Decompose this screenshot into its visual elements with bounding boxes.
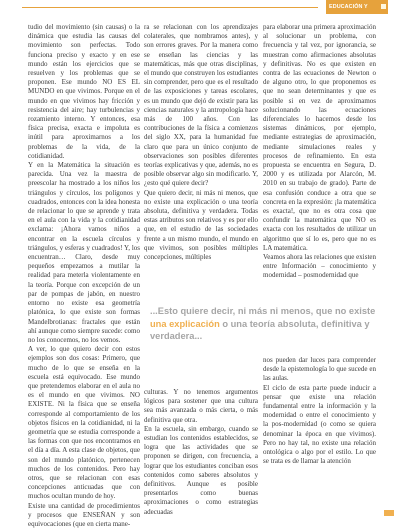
pull-quote-part-1: ...Esto quiere decir, ni más ni menos, que no existe <box>150 306 376 316</box>
pull-quote-part-2: o una teoría absoluta, definitiva y verdadera... <box>150 318 370 342</box>
body-column-3-bottom: nos pueden dar luces para comprender desde la epistemología lo que sucede en las aulas. El ciclo de esta parte puede inducir a pensar que existe una relación fundamental entre la información y la modernidad o entre el conocimiento y la pos-modernidad (o como se quiera denominar la época en que vivimos). Pero no hay tal, no existe una relación ontológica o algo por el estilo. Lo que se trata es de llamar la atención <box>263 356 376 466</box>
pull-quote-highlight: una explicación <box>150 318 220 329</box>
body-column-3-top: para elaborar una primera aproximación al solucionar un problema, con frecuencia y tal vez, por ignorancia, se muestran como afirmaciones absolutas y definitivas. No es que existen en contra de las ecuaciones de Newton o de alguno otro, lo que proponemos es que no sean determinantes y que es posible si en vez de aproximamos solucionando las ecuaciones diferenciales lo hacemos desde los sistemas dinámicos, por ejemplo, mediante estrategias de aproximación, mediante simulaciones reales y procesos de refinamiento. En esta propuesta se encuentra en Segura, D. 2000 y es utilizada por Alarcón, M. 2010 en su trabajo de grado). Parte de esa confusión conduce a otra que se concreta en la expresión: ¡la matemática es exacta!, que no es otra cosa que confundir la matemática que NO es exacta con los resultados de utilizar un algoritmo que sí lo es, pero que no es LA matemática. Veamos ahora las relaciones que existen entre Información – conocimiento y modernidad – posmodernidad que <box>263 23 376 280</box>
header-rule <box>22 7 318 8</box>
body-column-2-top: ra se relacionan con los aprendizajes colaterales, que nombramos antes), y son errores graves. Por la manera como se enseñan las ciencias y las matemáticas, más que otras disciplinas, el mundo que construyen los estudiantes sin comprender, pero que es el resultado de las exposiciones y tareas escolares, es un mundo que dejó de existir para las ciencias naturales y la antropología hace más de 100 años. Con las contribuciones de la física a comienzos del siglo XX, para la humanidad fue claro que para un único conjunto de observaciones son posibles diferentes teorías explicativas y que, además, no es posible observar algo sin modificarlo. Y, ¿esto qué quiere decir? Que quiero decir, ni más ni menos, que no existe una explicación o una teoría absoluta, definitiva y verdadera. Todas estas atributos son relativos y es por ello que, en el estudio de las sociedades frente a un mismo mundo, el mundo en que vivimos, son posibles múltiples concepciones, múltiples <box>144 23 258 262</box>
body-column-1: tudio del movimiento (sin causas) o la dinámica que estudia las causas del movimiento son perfectas. Todo funciona preciso y exacto y en ese mundo están los ejercicios que se resuelven y los problemas que se proponen. Ese mundo NO ES EL MUNDO en que vivimos. Porque en el mundo en que vivimos hay fricción y resistencia del aire; hay turbulencias y rozamiento interno. Y entonces, esa física precisa, exacta e impoluta es inútil para aproximarnos a los problemas de la vida, de la cotidianidad. Y en la Matemática la situación es parecida. Una vez la maestra de preescolar ha mostrado a los niños los triángulos y círculos, los polígonos y cuadrados, entonces con la idea honesta de relacionar lo que se aprende y trata en el aula con la vida y la cotidianidad exclama: ¡Ahora vamos niños a encontrar en la escuela círculos y triángulos, y esferas y cuadrados! Y, los encuentran… Claro, desde muy pequeños empezamos a mutilar la realidad para meterla violentamente en la teoría. Porque con excepción de un par de pompas de jabón, en nuestro entorno no existe esa geometría platónica, lo que existe son formas Mandelbrotianas: fractales que están ahí aunque como siempre sucede: como no los conocemos, no los vemos. A ver, lo que quiero decir con estos ejemplos son dos cosas: Primero, que mucho de lo que se enseña en la escuela está equivocado. Ese mundo que pretendemos elaborar en el aula no es el mundo en que vivimos. NO EXISTE. Ni la física que se enseña corresponde al comportamiento de los objetos físicos en la cotidianidad, ni la geometría que se estudia corresponde a las formas con que nos encontramos en el día a día. A esta clase de objetos, que son del mundo platónico, pertenecen muchos de los contenidos. Pero hay otros, que se relacionan con esas concepciones anticuadas que con muchos ocultan mundo de hoy. Existe una cantidad de procedimientos y procesos que ENSEÑAN y son equivocaciones (que en cierta mane- <box>28 23 140 528</box>
footer-accent <box>384 510 394 516</box>
body-column-2-bottom: culturas. Y no tenemos argumentos lógicos para sostener que una cultura sea más avanzada o más cierta, o más definitiva que otra. En la escuela, sin embargo, cuando se estudian los contenidos establecidos, se logra que las actividades que se proponen se dirigen, con frecuencia, a lograr que los estudiantes conciban esos contenidos como saberes absolutos y definitivos. Aunque es posible presentarlos como buenas aproximaciones o como estrategias adecuadas <box>144 388 258 516</box>
section-tab-square <box>381 4 386 9</box>
page-header <box>0 0 400 24</box>
section-label: EDUCACIÓN Y CULTURA <box>326 0 388 14</box>
